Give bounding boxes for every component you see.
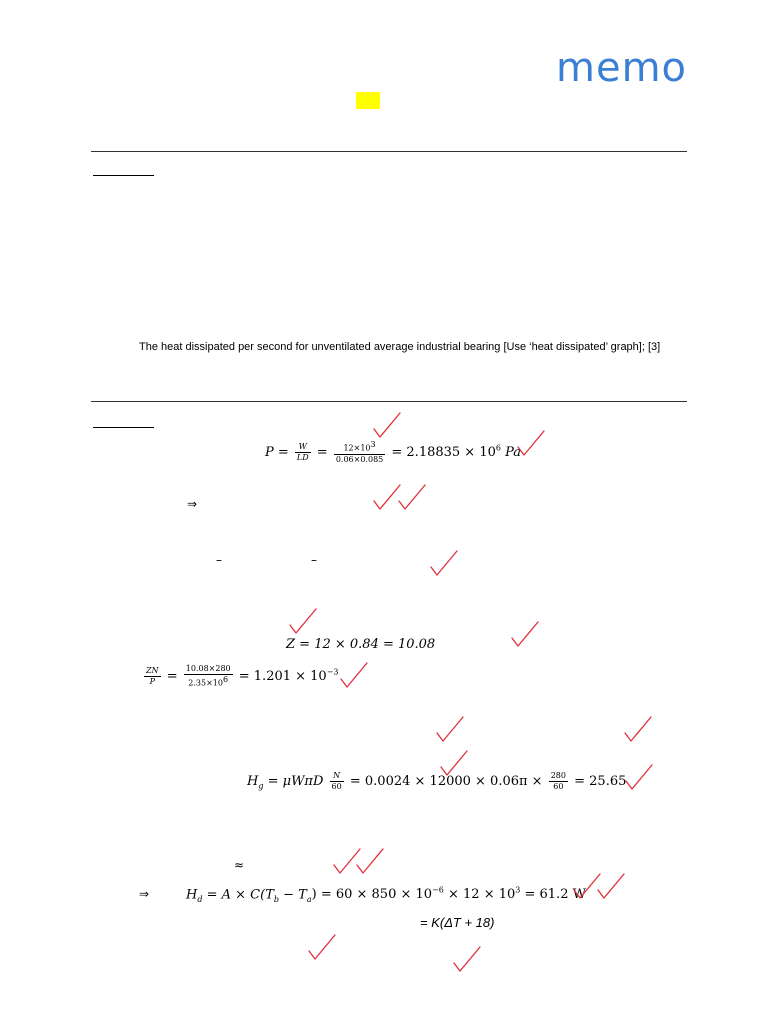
equation-pressure: P = $\frac{W}{LD}$ = $\frac{12\times 10^3}{0.06\times 0.085}$ = $2.18835 \times 10^6$ Pa [265, 440, 522, 464]
dash-1: – [216, 553, 222, 567]
tick-mark [624, 716, 654, 744]
tick-mark [308, 934, 338, 962]
tick-mark [511, 621, 541, 649]
tick-mark [398, 484, 428, 512]
highlight-marker [356, 92, 380, 109]
tick-mark [597, 873, 627, 901]
answer-heading-underline [93, 427, 154, 428]
question-heading-underline [93, 175, 154, 176]
section-divider-bottom [91, 401, 687, 402]
equation-heat-dissipated: $H_d = A \times C(T_b - T_a) = 60 \times 850 \times 10^{-6} \times 12 \times 10^3 = 61.2$ W [186, 886, 586, 904]
tick-mark [373, 412, 403, 440]
fraction-280-over-60: $\frac{280}{60}$ [550, 771, 566, 791]
fraction-zn-values: $\frac{10.08\times 280}{2.35\times 10^6}$ [185, 664, 231, 688]
tick-mark [430, 550, 460, 578]
tick-mark [436, 716, 466, 744]
memo-logo: memo [556, 45, 688, 91]
fraction-load-over-area: $\frac{12\times 10^3}{0.06\times 0.085}$ [335, 440, 384, 464]
tick-mark [625, 764, 655, 792]
tick-mark [289, 608, 319, 636]
tick-mark [356, 848, 386, 876]
tick-mark [340, 662, 370, 690]
question-text: The heat dissipated per second for unventilated average industrial bearing [Use ‘heat dissipated’ graph]; [3] [139, 341, 661, 353]
dash-2: – [311, 553, 317, 567]
equation-bearing-modulus: $\frac{ZN}{P}$ = $\frac{10.08\times 280}{2.35\times 10^6}$ = $1.201 \times 10^{-3}$ [146, 664, 339, 688]
section-divider-top [91, 151, 687, 152]
equation-heat-generated: $H_g = \mu W\pi D$ $\frac{N}{60}$ = 0.0024 × 12000 × 0.06π × $\frac{280}{60}$ = 25.65 [247, 771, 627, 791]
equation-viscosity: Z = 12 × 0.84 = 10.08 [286, 637, 436, 652]
approx-symbol: ≈ [234, 858, 245, 872]
tick-mark [517, 430, 547, 458]
implies-symbol-1: ⇒ [187, 497, 198, 511]
tick-mark [440, 750, 470, 778]
fraction-n-over-60: $\frac{N}{60}$ [331, 771, 342, 791]
fraction-zn-over-p: $\frac{ZN}{P}$ [146, 665, 159, 686]
fraction-w-over-ld: $\frac{W}{LD}$ [296, 441, 309, 462]
implies-symbol-2: ⇒ [139, 887, 150, 901]
equation-k-constant: = K(ΔT + 18) [420, 915, 495, 930]
tick-mark [453, 946, 483, 974]
